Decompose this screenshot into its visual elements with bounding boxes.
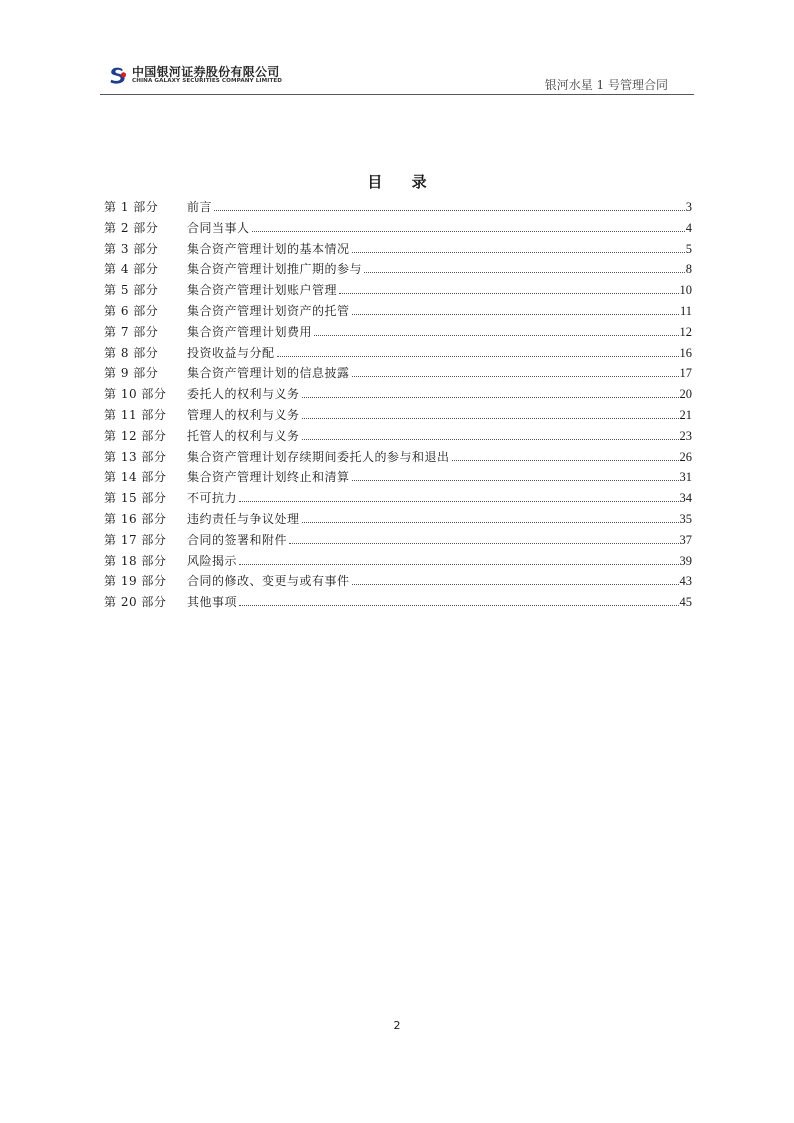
toc-dot-leader: [289, 543, 678, 544]
toc-dot-leader: [252, 231, 685, 232]
toc-dot-leader: [302, 522, 679, 523]
toc-entry[interactable]: [104, 323, 692, 344]
toc-part-number: 第 17 部分: [104, 532, 167, 547]
toc-entry[interactable]: [104, 427, 692, 448]
toc-entry-title: 不可抗力: [187, 491, 238, 506]
toc-entry[interactable]: [104, 219, 692, 240]
toc-entry[interactable]: [104, 281, 692, 302]
toc-entry[interactable]: [104, 531, 692, 552]
toc-entry-title: 集合资产管理计划的基本情况: [187, 241, 350, 256]
toc-dot-leader: [352, 584, 679, 585]
toc-page-number: 43: [679, 574, 692, 589]
toc-dot-leader: [314, 335, 678, 336]
toc-part-number: 第 6 部分: [104, 303, 159, 318]
toc-page-number: 5: [685, 241, 692, 256]
toc-entry[interactable]: [104, 510, 692, 531]
toc-entry-title: 风险揭示: [187, 553, 238, 568]
toc-part-number: 第 12 部分: [104, 428, 167, 443]
toc-dot-leader: [339, 293, 678, 294]
toc-entry-title: 委托人的权利与义务: [187, 387, 300, 402]
toc-part-number: 第 5 部分: [104, 283, 159, 298]
toc-page-number: 39: [679, 553, 692, 568]
toc-entry-title: 集合资产管理计划资产的托管: [187, 303, 350, 318]
toc-part-number: 第 10 部分: [104, 387, 167, 402]
toc-part-number: 第 3 部分: [104, 241, 159, 256]
toc-entry-title: 集合资产管理计划费用: [187, 324, 313, 339]
toc-dot-leader: [239, 564, 678, 565]
toc-page-number: 34: [679, 491, 692, 506]
toc-part-number: 第 1 部分: [104, 200, 159, 214]
toc-dot-leader: [352, 480, 679, 481]
toc-page-number: 17: [679, 366, 692, 381]
toc-entry-title: 集合资产管理计划终止和清算: [187, 470, 350, 485]
toc-entry[interactable]: [104, 364, 692, 385]
galaxy-s-logo-icon: [108, 65, 128, 85]
toc-dot-leader: [352, 376, 679, 377]
toc-page-number: 10: [679, 283, 692, 298]
toc-part-number: 第 8 部分: [104, 345, 159, 360]
document-title: 银河水星 1 号管理合同: [544, 78, 668, 92]
toc-entry[interactable]: [104, 240, 692, 261]
toc-entry[interactable]: [104, 260, 692, 281]
toc-entry-title: 其他事项: [187, 595, 238, 610]
toc-entry-title: 合同的修改、变更与或有事件: [187, 574, 350, 589]
toc-page-number: 3: [685, 200, 692, 214]
toc-entry[interactable]: [104, 468, 692, 489]
toc-part-number: 第 18 部分: [104, 553, 167, 568]
toc-dot-leader: [277, 356, 679, 357]
toc-page-number: 4: [685, 220, 692, 235]
toc-dot-leader: [352, 314, 679, 315]
company-name-en: CHINA GALAXY SECURITIES COMPANY LIMITED: [132, 78, 283, 84]
toc-dot-leader: [452, 460, 679, 461]
toc-entry[interactable]: [104, 406, 692, 427]
toc-part-number: 第 9 部分: [104, 366, 159, 381]
toc-page-number: 8: [685, 262, 692, 277]
toc-page-number: 35: [679, 511, 692, 526]
toc-dot-leader: [214, 210, 685, 211]
toc-dot-leader: [302, 439, 679, 440]
toc-entry[interactable]: [104, 448, 692, 469]
page-header: [100, 60, 694, 95]
toc-dot-leader: [239, 501, 678, 502]
toc-dot-leader: [302, 418, 679, 419]
toc-entry[interactable]: [104, 572, 692, 593]
toc-entry-title: 管理人的权利与义务: [187, 407, 300, 422]
toc-page-number: 26: [679, 449, 692, 464]
toc-entry[interactable]: [104, 552, 692, 573]
toc-entry-title: 托管人的权利与义务: [187, 428, 300, 443]
page-number: 2: [393, 1019, 401, 1032]
toc-dot-leader: [302, 397, 679, 398]
toc-page-number: 37: [679, 532, 692, 547]
toc-entry[interactable]: [104, 198, 692, 219]
toc-title: 目 录: [367, 173, 439, 191]
company-logo: [108, 63, 308, 89]
toc-page-number: 12: [679, 324, 692, 339]
toc-entry-title: 集合资产管理计划的信息披露: [187, 366, 350, 381]
toc-page-number: 45: [679, 595, 692, 610]
toc-entry-title: 前言: [187, 200, 213, 214]
toc-page-number: 20: [679, 387, 692, 402]
toc-part-number: 第 11 部分: [104, 407, 167, 422]
toc-part-number: 第 20 部分: [104, 595, 167, 610]
toc-page-number: 11: [679, 303, 692, 318]
toc-page-number: 23: [679, 428, 692, 443]
toc-entry[interactable]: [104, 385, 692, 406]
toc-entry-title: 集合资产管理计划存续期间委托人的参与和退出: [187, 449, 450, 464]
company-name-cn: 中国银河证券股份有限公司: [132, 65, 280, 79]
toc-entry-title: 集合资产管理计划账户管理: [187, 283, 338, 298]
table-of-contents: [104, 198, 692, 614]
toc-entry[interactable]: [104, 489, 692, 510]
toc-entry-title: 合同的签署和附件: [187, 532, 288, 547]
toc-part-number: 第 4 部分: [104, 262, 159, 277]
toc-entry[interactable]: [104, 344, 692, 365]
toc-entry-title: 集合资产管理计划推广期的参与: [187, 262, 363, 277]
toc-page-number: 31: [679, 470, 692, 485]
toc-dot-leader: [352, 252, 685, 253]
toc-part-number: 第 7 部分: [104, 324, 159, 339]
toc-entry[interactable]: [104, 302, 692, 323]
toc-entry[interactable]: [104, 593, 692, 614]
toc-entry-title: 投资收益与分配: [187, 345, 275, 360]
toc-part-number: 第 2 部分: [104, 220, 159, 235]
toc-part-number: 第 19 部分: [104, 574, 167, 589]
toc-page-number: 16: [679, 345, 692, 360]
toc-dot-leader: [364, 272, 685, 273]
toc-part-number: 第 15 部分: [104, 491, 167, 506]
toc-page-number: 21: [679, 407, 692, 422]
toc-entry-title: 合同当事人: [187, 220, 250, 235]
toc-part-number: 第 16 部分: [104, 511, 167, 526]
toc-part-number: 第 14 部分: [104, 470, 167, 485]
toc-part-number: 第 13 部分: [104, 449, 167, 464]
toc-dot-leader: [239, 605, 678, 606]
toc-entry-title: 违约责任与争议处理: [187, 511, 300, 526]
